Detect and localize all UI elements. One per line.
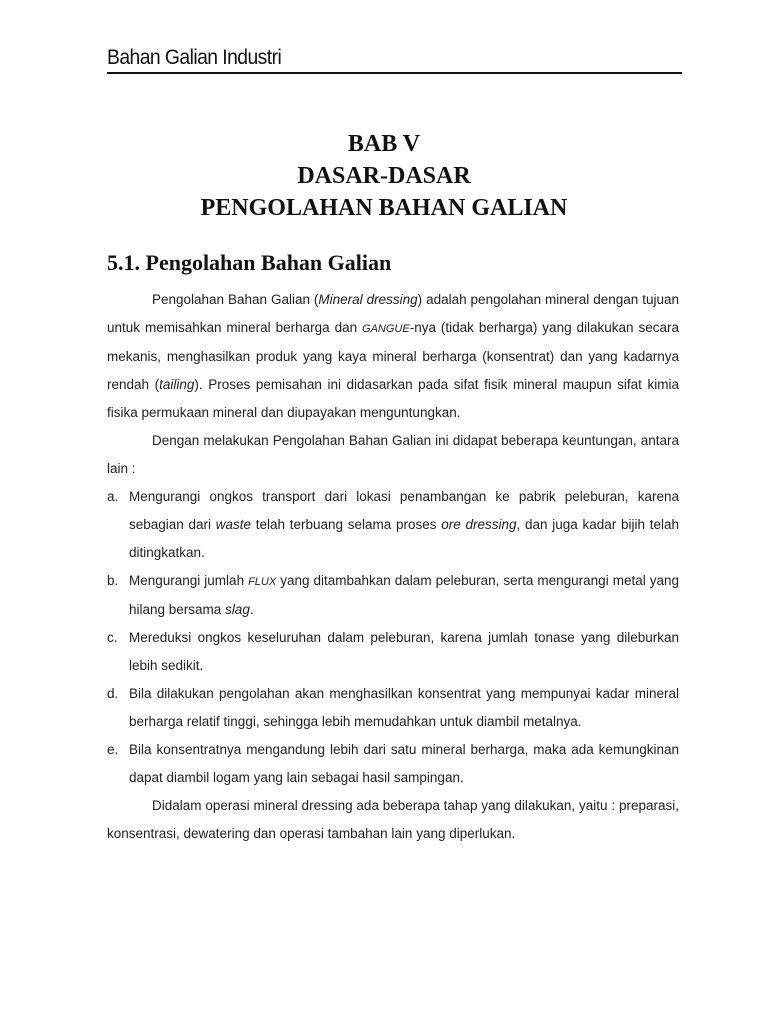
paragraph-text: ) adalah pengolahan mineral dengan tujuan untuk memisahkan mineral berharga dan bbox=[107, 292, 679, 335]
list-text: yang ditambahkan dalam peleburan, serta mengurangi metal yang hilang bersama bbox=[129, 573, 679, 617]
benefits-list bbox=[107, 483, 679, 792]
term-gangue: GANGUE bbox=[362, 323, 410, 335]
paragraph-text: Pengolahan Bahan Galian ( bbox=[152, 292, 319, 307]
list-item bbox=[107, 736, 679, 792]
list-item bbox=[107, 624, 679, 680]
section-title: 5.1. Pengolahan Bahan Galian bbox=[107, 250, 392, 275]
list-marker: c. bbox=[107, 630, 118, 645]
paragraph-benefits-intro: Dengan melakukan Pengolahan Bahan Galian ini didapat beberapa keuntungan, antara lain : bbox=[107, 433, 679, 476]
body-text bbox=[107, 286, 679, 848]
chapter-title-line1: DASAR-DASAR bbox=[297, 163, 471, 189]
list-text: Mereduksi ongkos keseluruhan dalam peleburan, karena jumlah tonase yang dileburkan lebih sedikit. bbox=[129, 630, 679, 673]
term-ore-dressing: ore dressing bbox=[441, 517, 517, 532]
list-marker: b. bbox=[107, 573, 119, 588]
header-rule bbox=[107, 72, 682, 74]
term-waste: waste bbox=[215, 517, 252, 532]
list-text: telah terbuang selama proses bbox=[251, 517, 442, 532]
list-item bbox=[107, 483, 679, 567]
list-marker: a. bbox=[107, 489, 119, 504]
term-slag: slag bbox=[225, 602, 250, 617]
list-marker: e. bbox=[107, 742, 119, 757]
paragraph-text: ). Proses pemisahan ini didasarkan pada sifat fisik mineral maupun sifat kimia fisika permukaan mineral dan diupayakan menguntungkan. bbox=[107, 377, 679, 420]
paragraph-stages: Didalam operasi mineral dressing ada beberapa tahap yang dilakukan, yaitu : preparasi, konsentrasi, dewatering dan operasi tambahan lain yang diperlukan. bbox=[107, 798, 679, 841]
chapter-heading bbox=[0, 128, 768, 224]
list-text: . bbox=[249, 602, 254, 617]
list-text: Bila konsentratnya mengandung lebih dari satu mineral berharga, maka ada kemungkinan dapat diambil logam yang lain sebagai hasil sampingan. bbox=[129, 742, 679, 785]
paragraph-text: -nya (tidak berharga) yang dilakukan secara mekanis, menghasilkan produk yang kaya mineral berharga (konsentrat) dan yang kadarnya rendah ( bbox=[107, 320, 679, 392]
term-tailing: tailing bbox=[159, 377, 195, 392]
chapter-number: BAB V bbox=[347, 131, 421, 157]
list-marker: d. bbox=[107, 686, 119, 701]
paragraph-definition bbox=[107, 286, 679, 427]
list-text: , dan juga kadar bijih telah ditingkatkan. bbox=[129, 517, 679, 560]
running-header: Bahan Galian Industri bbox=[107, 46, 282, 69]
term-mineral-dressing: Mineral dressing bbox=[318, 292, 418, 307]
list-text: Mengurangi jumlah bbox=[129, 573, 249, 588]
list-text: Mengurangi ongkos transport dari lokasi penambangan ke pabrik peleburan, karena sebagian dari bbox=[129, 489, 679, 532]
list-item bbox=[107, 680, 679, 736]
list-item bbox=[107, 567, 679, 624]
chapter-title-line2: PENGOLAHAN BAHAN GALIAN bbox=[200, 195, 568, 221]
list-text: Bila dilakukan pengolahan akan menghasilkan konsentrat yang mempunyai kadar mineral berharga relatif tinggi, sehingga lebih memudahkan untuk diambil metalnya. bbox=[129, 686, 679, 729]
term-flux: FLUX bbox=[248, 576, 277, 588]
